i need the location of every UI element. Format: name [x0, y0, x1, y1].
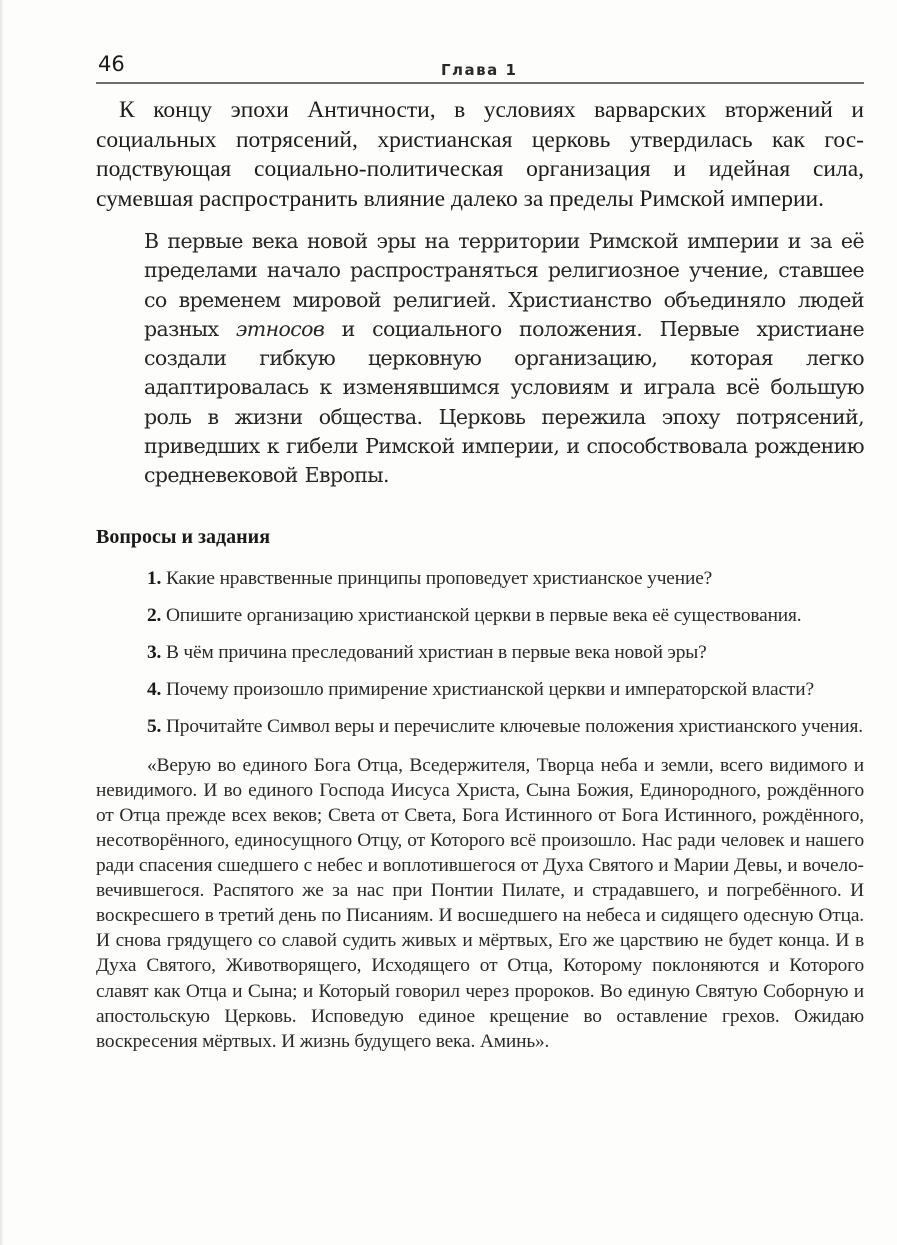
page-number: 46 — [98, 52, 125, 76]
question-number: 3. — [147, 641, 162, 663]
scan-edge-shadow — [0, 0, 4, 1245]
chapter-title: Глава 1 — [441, 61, 518, 79]
question-item — [96, 566, 864, 591]
summary-text-end: и социального положения. Первые христиане создали гибкую церковную организацию, которая легко адаптировалась к изменявшимся условиям и играла всё большую роль в жизни общества. Церковь пережила эпоху потрясений, приведших к гибели Римской империи, и способствовала рождению средневековой Европы. — [144, 316, 864, 488]
question-number: 4. — [147, 678, 162, 700]
book-page — [96, 52, 864, 1054]
question-text: Какие нравственные принципы проповедует христианское учение? — [161, 567, 713, 589]
question-item — [96, 640, 864, 665]
question-text: Опишите организацию христианской церкви в первые века её существования. — [161, 604, 802, 626]
chapter-summary — [144, 227, 864, 491]
question-item — [96, 603, 864, 628]
question-text: Почему произошло примирение христианской церкви и императорской власти? — [161, 678, 814, 700]
running-header — [96, 52, 864, 84]
question-number: 5. — [147, 715, 162, 737]
question-number: 1. — [147, 567, 162, 589]
creed-quote: «Верую во единого Бога Отца, Вседержителя, Творца неба и земли, всего видимого и невидимого. И во единого Господа Иисуса Христа, Сына Божия, Единородного, рождённого от Отца прежде всех веков; Света от Света, Бога Истинного от Бога Истинного, рождённого, несотворённого, единосущного Отцу, от Которого всё произошло. Нас ради человек и нашего ради спасения сшедшего с небес и воплотившегося от Духа Святого и Марии Девы, и вочеловечившегося. Распятого же за нас при Понтии Пилате, и страдавшего, и погребённого. И воскресшего в третий день по Писаниям. И восшедшего на небеса и сидящего одесную Отца. И снова грядущего со славой судить живых и мёртвых, Его же царствию не будет конца. И в Духа Святого, Животворящего, Исходящего от Отца, Которому поклоняются и Которого славят как Отца и Сына; и Который говорил через пророков. Во единую Святую Соборную и апостольскую Церковь. Исповедую единое крещение во оставление грехов. Ожидаю воскресения мёртвых. И жизнь будущего века. Аминь». — [96, 754, 864, 1052]
question-text: Прочитайте Символ веры и перечислите ключевые положения христианского учения. — [161, 715, 863, 737]
question-text: В чём причина преследований христиан в первые века новой эры? — [161, 641, 707, 663]
question-number: 2. — [147, 604, 162, 626]
question-item — [96, 714, 864, 739]
questions-list — [96, 566, 864, 739]
questions-heading: Вопросы и задания — [96, 525, 271, 548]
question-item — [96, 677, 864, 702]
intro-paragraph: К концу эпохи Античности, в условиях варварских вторжений и социальных потрясений, христианская церковь утвердилась как господствующая социально-политическая организация и идейная сила, сумевшая распространить влияние далеко за пределы Римской империи. — [96, 97, 864, 212]
summary-key-term: этносов — [235, 316, 325, 341]
summary-text-start: В первые века новой эры на территории Римской империи и за её пределами начало распространяться религиозное учение, ставшее со временем мировой религией. Христианство объединяло людей разных — [144, 229, 864, 341]
